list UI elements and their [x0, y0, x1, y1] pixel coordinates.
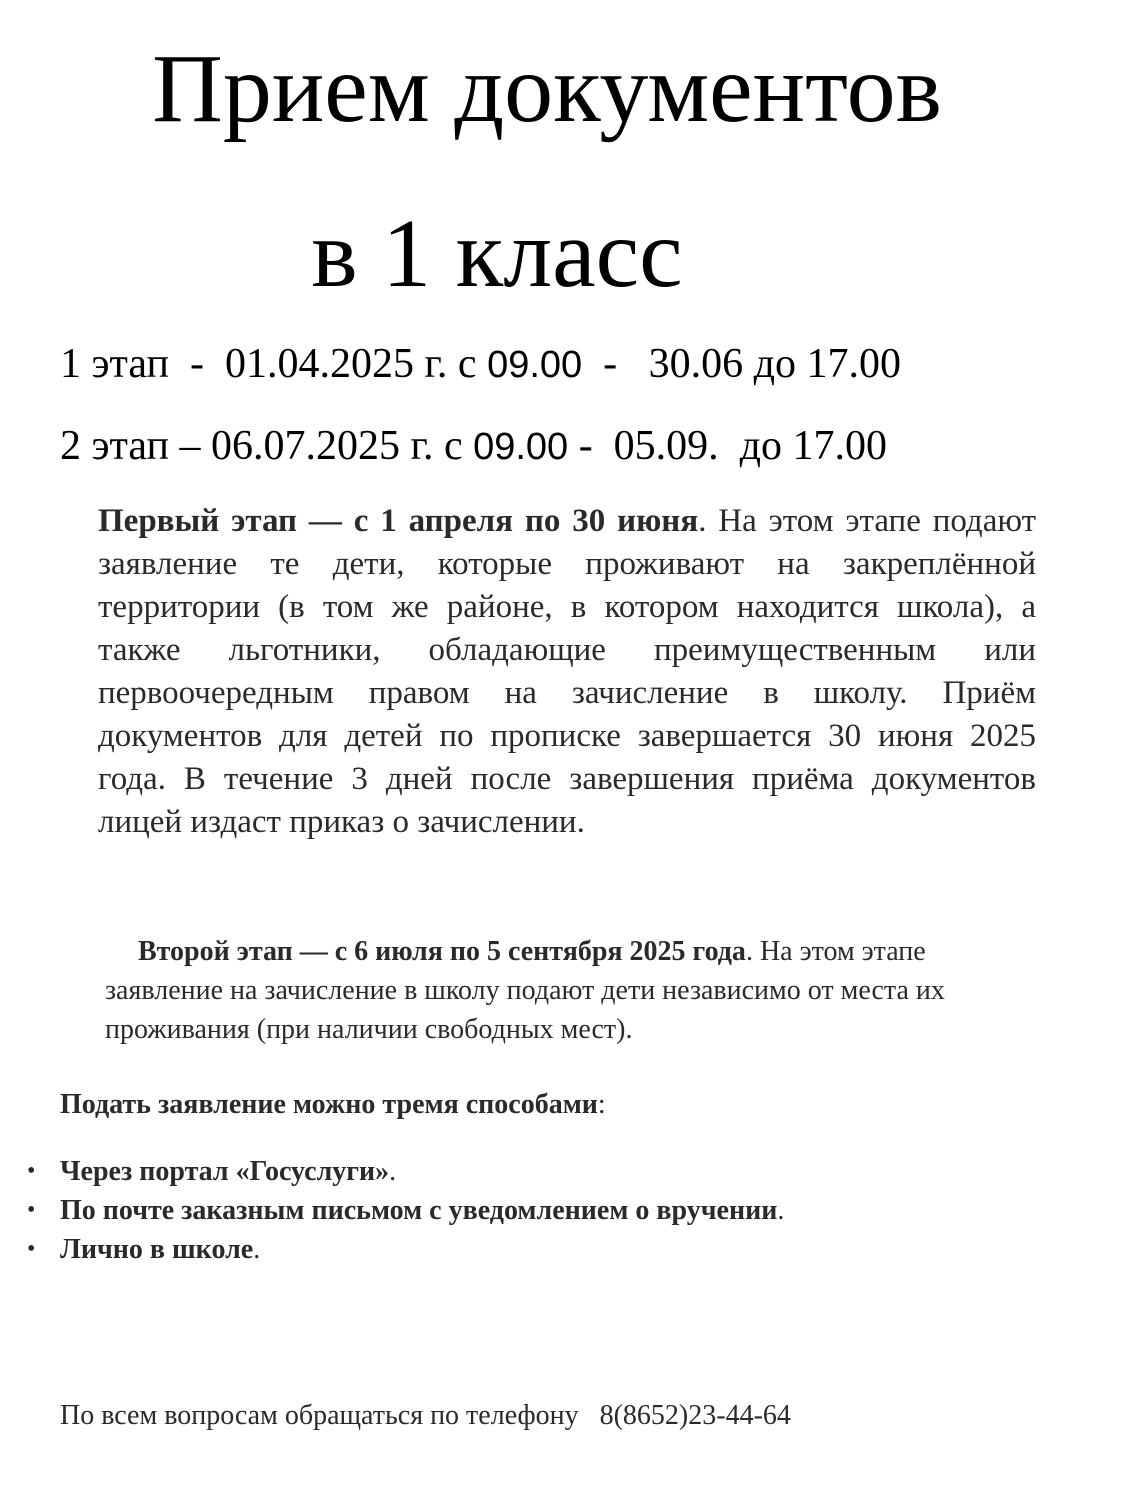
- stage-1-prefix: 1 этап - 01.04.2025 г. с: [60, 341, 488, 387]
- method-1-tail: .: [389, 1156, 397, 1187]
- contact-text: По всем вопросам обращаться по телефону: [60, 1400, 600, 1431]
- list-item: [0, 1230, 784, 1269]
- page-title-line1: Прием документов: [152, 35, 942, 143]
- stage-1-start-time: 09.00: [487, 344, 583, 386]
- methods-intro-bold: Подать заявление можно тремя способами: [60, 1089, 598, 1120]
- bullet-icon: •: [27, 1236, 36, 1262]
- method-2-tail: .: [777, 1195, 785, 1226]
- methods-intro: [60, 1087, 606, 1123]
- first-stage-heading: Первый этап — с 1 апреля по 30 июня: [98, 503, 699, 539]
- first-stage-paragraph: [98, 500, 1036, 844]
- page-title-line2: в 1 класс: [311, 200, 683, 308]
- list-item: [0, 1152, 784, 1191]
- bullet-icon: •: [27, 1158, 36, 1184]
- second-stage-paragraph: [105, 932, 1030, 1049]
- second-stage-heading: Второй этап — с 6 июля по 5 сентября 2025 года: [138, 936, 746, 967]
- stage-2-schedule: [60, 425, 887, 467]
- first-stage-text: . На этом этапе подают заявление те дети, которые проживают на закреплённой территории (в том же районе, в котором находится школа), а также льготники, обладающие преимущественным или первоочередным правом на зачисление в школу. Приём документов для детей по прописке завершается 30 июня 2025 года. В течение 3 дней после завершения приёма документов лицей издаст приказ о зачислении.: [98, 503, 1036, 840]
- contact-phone: 8(8652)23-44-64: [599, 1400, 791, 1431]
- list-item: [0, 1191, 784, 1230]
- methods-intro-tail: :: [597, 1089, 606, 1120]
- stage-2-prefix: 2 этап – 06.07.2025 г. с: [60, 423, 474, 469]
- contact-footer: [60, 1398, 791, 1434]
- method-2-label: По почте заказным письмом с уведомлением о вручении: [60, 1195, 778, 1226]
- second-stage-text: . На этом этапе заявление на зачисление в школу подают дети независимо от места их проживания (при наличии свободных мест).: [105, 936, 945, 1045]
- method-3-tail: .: [253, 1234, 261, 1265]
- stage-2-start-time: 09.00: [473, 426, 569, 468]
- bullet-icon: •: [27, 1197, 36, 1223]
- stage-1-suffix: - 30.06 до 17.00: [582, 341, 902, 387]
- methods-list: [0, 1152, 784, 1269]
- stage-2-suffix: - 05.09. до 17.00: [568, 423, 888, 469]
- method-1-label: Через портал «Госуслуги»: [60, 1156, 390, 1187]
- method-3-label: Лично в школе: [60, 1234, 254, 1265]
- stage-1-schedule: [60, 343, 901, 385]
